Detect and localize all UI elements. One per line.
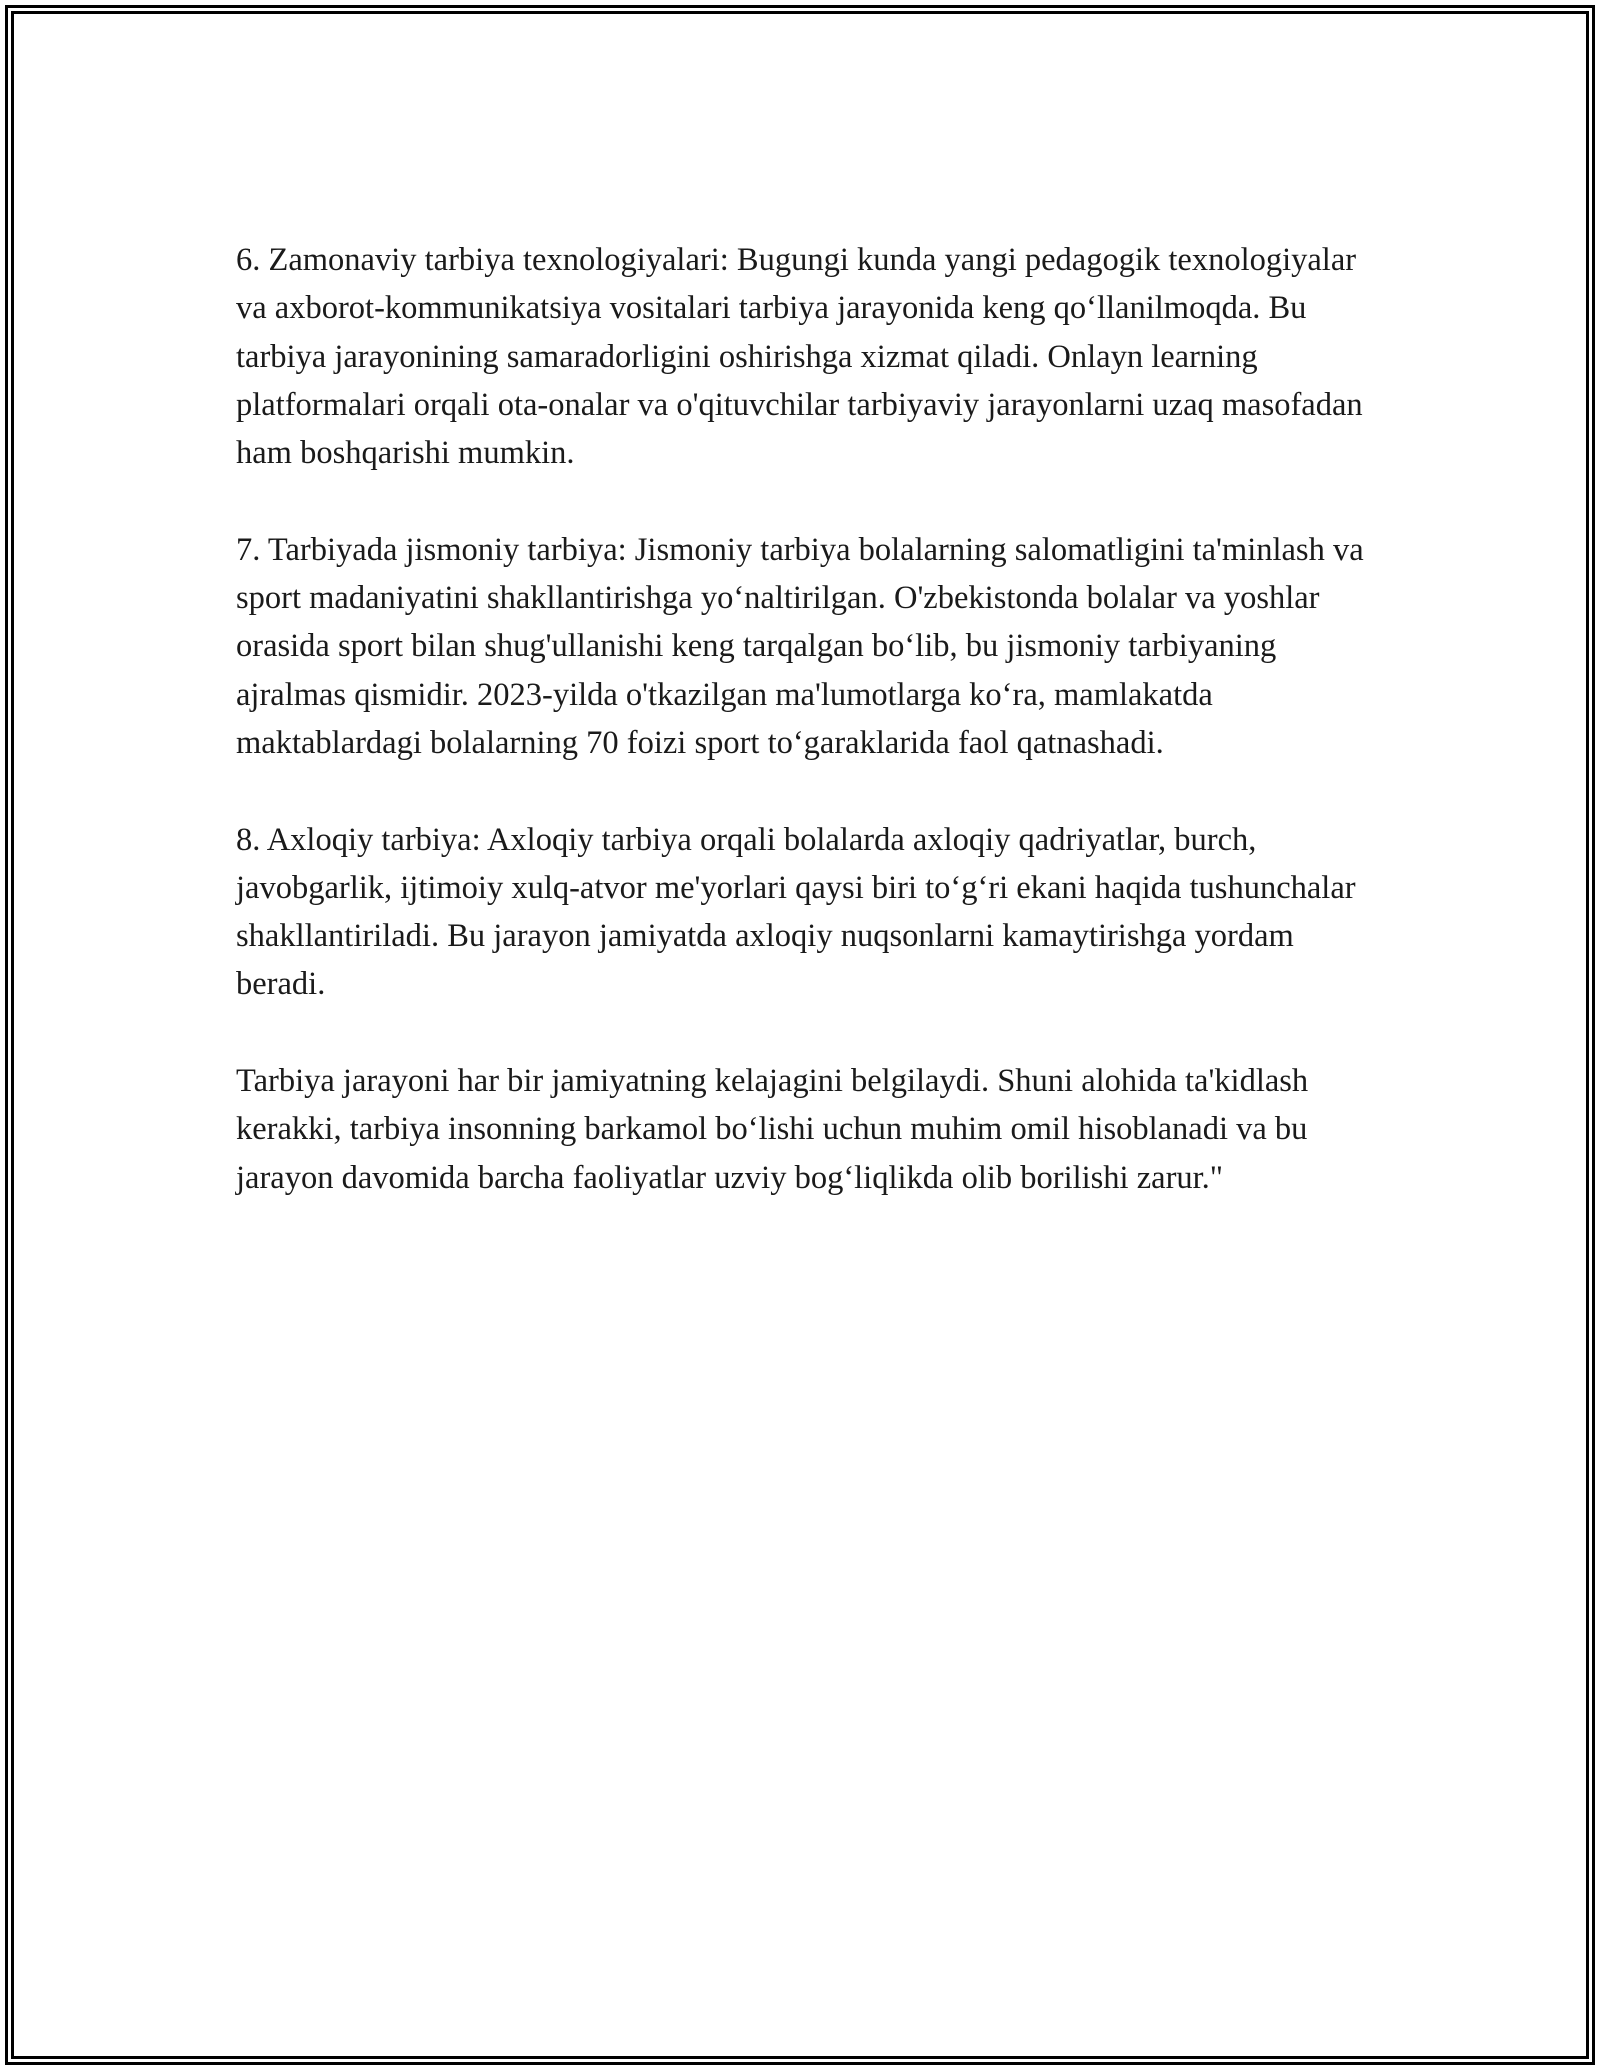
paragraph-section-8: 8. Axloqiy tarbiya: Axloqiy tarbiya orqali bolalarda axloqiy qadriyatlar, burch, javobgarlik, ijtimoiy xulq-atvor me'yorlari qaysi biri to‘g‘ri ekani haqida tushunchalar shakllantiriladi. Bu jarayon jamiyatda axloqiy nuqsonlarni kamaytirishga yordam beradi. [236, 821, 1356, 1003]
paragraph-conclusion: Tarbiya jarayoni har bir jamiyatning kelajagini belgilaydi. Shuni alohida ta'kidlash kerakki, tarbiya insonning barkamol bo‘lishi uchun muhim omil hisoblanadi va bu jarayon davomida barcha faoliyatlar uzviy bog‘liqlikda olib borilishi zarur." [236, 1063, 1309, 1196]
paragraph-section-7: 7. Tarbiyada jismoniy tarbiya: Jismoniy tarbiya bolalarning salomatligini ta'minlash va sport madaniyatini shakllantirishga yo‘naltirilgan. O'zbekistonda bolalar va yoshlar orasida sport bilan shug'ullanishi keng tarqalgan bo‘lib, bu jismoniy tarbiyaning ajralmas qismidir. 2023-yilda o'tkazilgan ma'lumotlarga ko‘ra, mamlakatda maktablardagi bolalarning 70 foizi sport to‘garaklarida faol qatnashadi. [236, 531, 1364, 761]
document-body [236, 236, 1366, 1202]
paragraph-section-6: 6. Zamonaviy tarbiya texnologiyalari: Bugungi kunda yangi pedagogik texnologiyalar va axborot-kommunikatsiya vositalari tarbiya jarayonida keng qo‘llanilmoqda. Bu tarbiya jarayonining samaradorligini oshirishga xizmat qiladi. Onlayn learning platformalari orqali ota-onalar va o'qituvchilar tarbiyaviy jarayonlarni uzaq masofadan ham boshqarishi mumkin. [236, 242, 1363, 472]
